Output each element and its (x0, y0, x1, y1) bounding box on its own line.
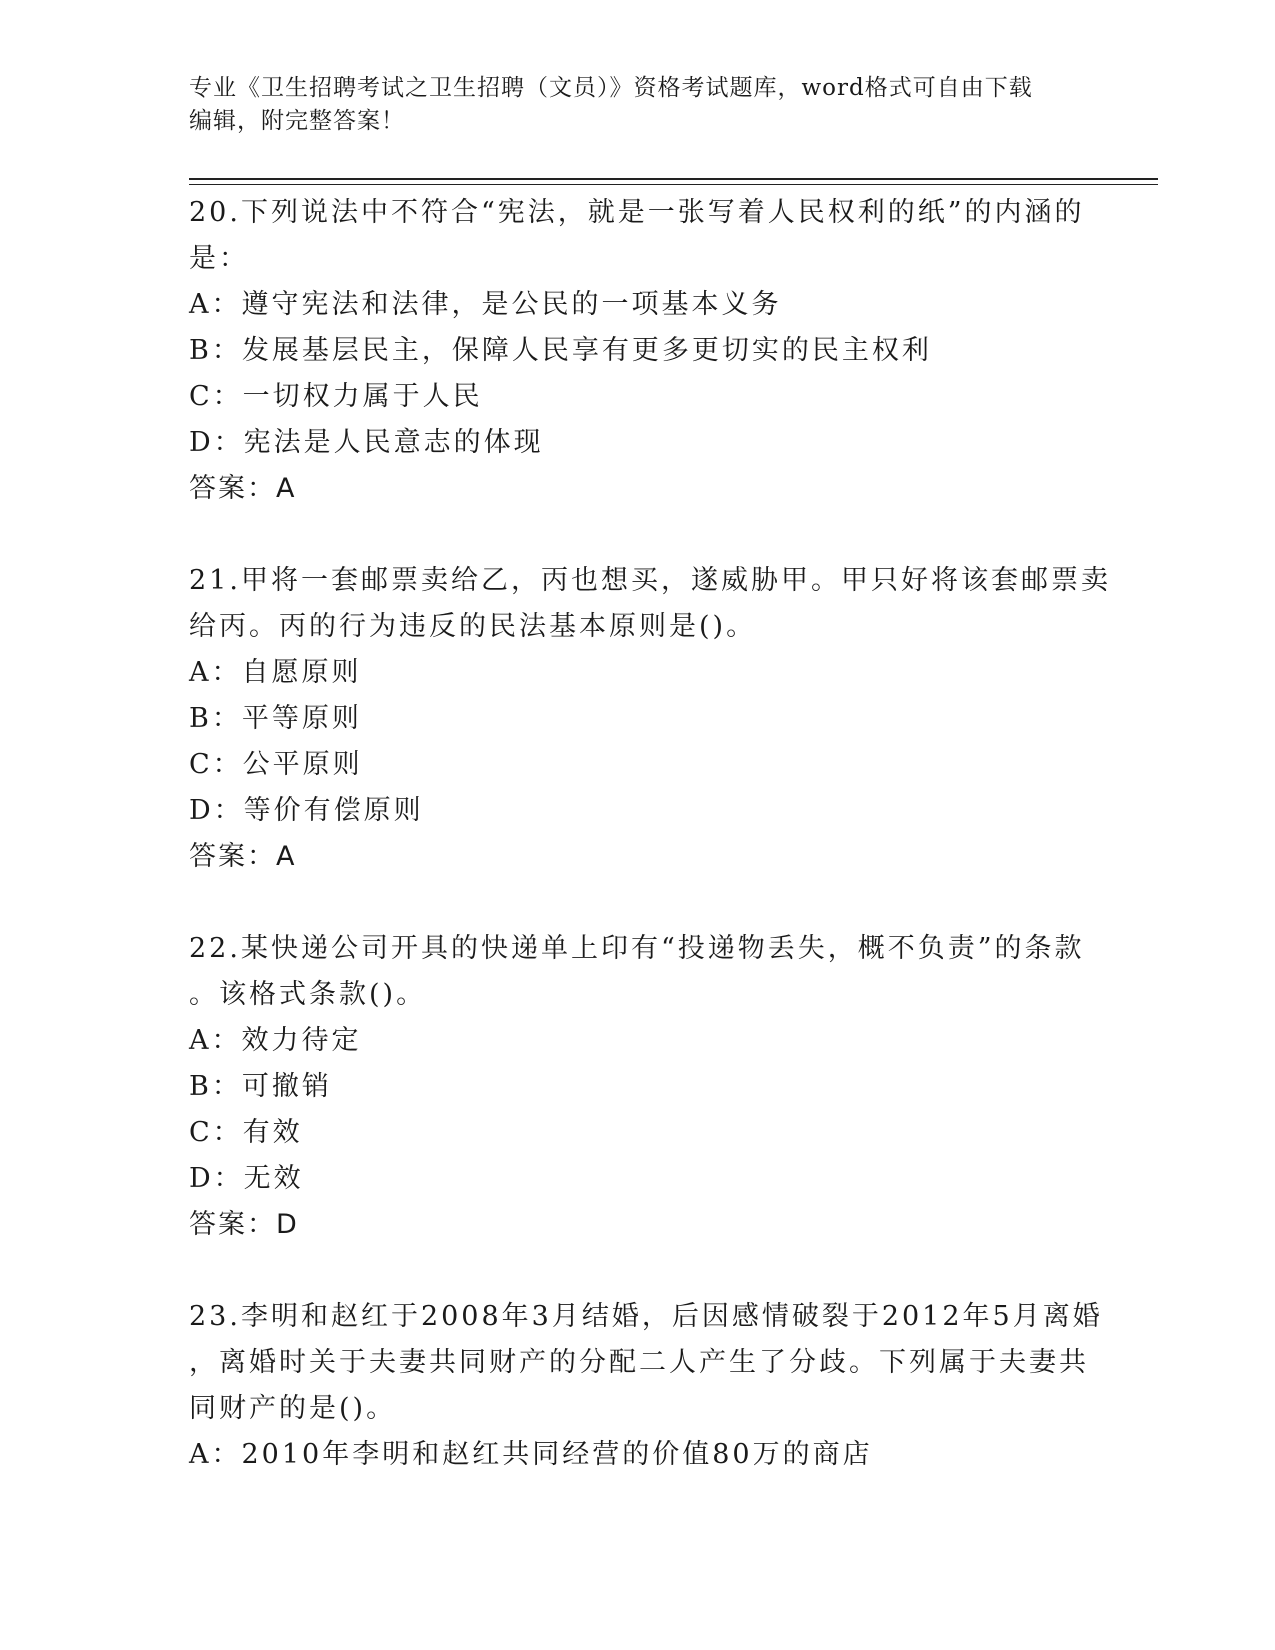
option-b: B：发展基层民主，保障人民享有更多更切实的民主权利 (189, 335, 932, 366)
question-stem-line: 。该格式条款()。 (189, 979, 427, 1010)
option-a: A：效力待定 (189, 1025, 362, 1056)
question-list (189, 190, 1111, 1524)
option-d: D：宪法是人民意志的体现 (189, 427, 544, 458)
option-a: A：自愿原则 (189, 657, 362, 688)
question-stem-line: 23.李明和赵红于2008年3月结婚，后因感情破裂于2012年5月离婚 (189, 1301, 1103, 1332)
question-stem-line: 同财产的是()。 (189, 1393, 397, 1424)
question-22 (189, 926, 1089, 1248)
option-b: B：可撤销 (189, 1071, 332, 1102)
question-stem-line: 22.某快递公司开具的快递单上印有“投递物丢失，概不负责”的条款 (189, 933, 1085, 964)
question-21 (189, 558, 1111, 880)
option-c: C：有效 (189, 1117, 303, 1148)
option-c: C：一切权力属于人民 (189, 381, 483, 412)
question-stem-line: 20.下列说法中不符合“宪法，就是一张写着人民权利的纸”的内涵的 (189, 197, 1085, 228)
document-header (189, 72, 1089, 138)
question-stem-line: 给丙。丙的行为违反的民法基本原则是()。 (189, 611, 757, 642)
option-a: A：遵守宪法和法律，是公民的一项基本义务 (189, 289, 782, 320)
option-d: D：无效 (189, 1163, 304, 1194)
option-a: A：2010年李明和赵红共同经营的价值80万的商店 (189, 1439, 873, 1470)
option-d: D：等价有偿原则 (189, 795, 424, 826)
option-b: B：平等原则 (189, 703, 362, 734)
question-stem-line: ，离婚时关于夫妻共同财产的分配二人产生了分歧。下列属于夫妻共 (189, 1347, 1089, 1378)
question-stem-line: 是： (189, 243, 249, 274)
answer: 答案：D (189, 1209, 299, 1240)
header-divider (189, 178, 1158, 180)
header-line-2: 编辑，附完整答案！ (189, 108, 405, 134)
header-divider-thin (189, 184, 1158, 185)
question-23 (189, 1294, 1103, 1478)
header-line-1: 专业《卫生招聘考试之卫生招聘（文员）》资格考试题库，word格式可自由下载 (189, 75, 1033, 101)
question-stem-line: 21.甲将一套邮票卖给乙，丙也想买，遂威胁甲。甲只好将该套邮票卖 (189, 565, 1111, 596)
answer: 答案：A (189, 473, 297, 504)
answer: 答案：A (189, 841, 297, 872)
option-c: C：公平原则 (189, 749, 363, 780)
question-20 (189, 190, 1089, 512)
